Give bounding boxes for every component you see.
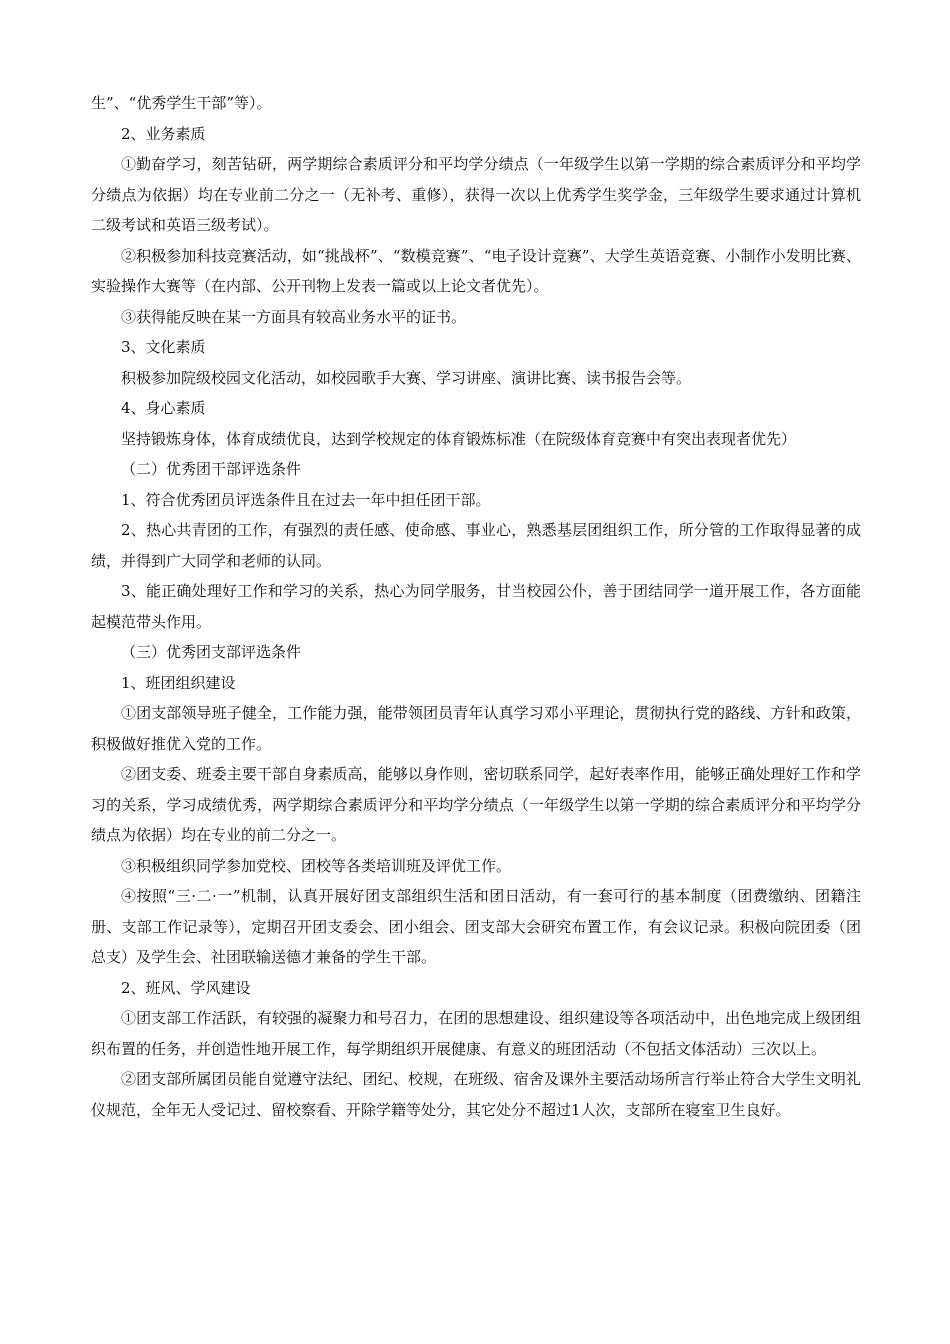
document-body: [91, 88, 861, 1125]
paragraph: ②团支部所属团员能自觉遵守法纪、团纪、校规，在班级、宿舍及课外主要活动场所言行举止符合大学生文明礼仪规范，全年无人受记过、留校察看、开除学籍等处分，其它处分不超过1人次，支部所在寝室卫生良好。: [91, 1070, 861, 1119]
paragraph: 3、能正确处理好工作和学习的关系，热心为同学服务，甘当校园公仆，善于团结同学一道开展工作，各方面能起模范带头作用。: [91, 582, 861, 631]
section-heading-league-cadre: （二）优秀团干部评选条件: [121, 460, 302, 478]
paragraph: 1、符合优秀团员评选条件且在过去一年中担任团干部。: [121, 490, 491, 509]
paragraph: ②团支委、班委主要干部自身素质高，能够以身作则，密切联系同学，起好表率作用，能够正确处理好工作和学习的关系，学习成绩优秀，两学期综合素质评分和平均学分绩点（一年级学生以第一学期的综合素质评分和平均学分绩点为依据）均在专业的前二分之一。: [91, 765, 861, 844]
section-heading-physical-mental-quality: 4、身心素质: [121, 399, 206, 417]
paragraph: 生”、“优秀学生干部”等）。: [91, 94, 272, 112]
paragraph: ②积极参加科技竞赛活动，如“挑战杯”、“数模竞赛”、“电子设计竞赛”、大学生英语竞赛、小制作小发明比赛、实验操作大赛等（在内部、公开刊物上发表一篇或以上论文者优先）。: [91, 246, 861, 295]
subsection-heading-organization: 1、班团组织建设: [121, 673, 236, 692]
paragraph: ③积极组织同学参加党校、团校等各类培训班及评优工作。: [121, 856, 512, 875]
paragraph: 坚持锻炼身体，体育成绩优良，达到学校规定的体育锻炼标准（在院级体育竞赛中有突出表现者优先）: [121, 429, 797, 448]
section-heading-league-branch: （三）优秀团支部评选条件: [121, 643, 302, 661]
section-heading-professional-quality: 2、业务素质: [121, 124, 206, 143]
paragraph: ①团支部工作活跃，有较强的凝聚力和号召力，在团的思想建设、组织建设等各项活动中，出色地完成上级团组织布置的任务，并创造性地开展工作，每学期组织开展健康、有意义的班团活动（不包括文体活动）三次以上。: [91, 1009, 861, 1058]
paragraph: ④按照“三·二·一”机制，认真开展好团支部组织生活和团日活动，有一套可行的基本制度（团费缴纳、团籍注册、支部工作记录等），定期召开团支委会、团小组会、团支部大会研究布置工作，有会议记录。积极向院团委（团总支）及学生会、社团联输送德才兼备的学生干部。: [91, 887, 861, 966]
subsection-heading-class-style: 2、班风、学风建设: [121, 978, 251, 997]
paragraph: 2、热心共青团的工作，有强烈的责任感、使命感、事业心，熟悉基层团组织工作，所分管的工作取得显著的成绩，并得到广大同学和老师的认同。: [91, 521, 861, 570]
paragraph: ③获得能反映在某一方面具有较高业务水平的证书。: [121, 307, 467, 326]
section-heading-cultural-quality: 3、文化素质: [121, 338, 206, 356]
paragraph: ①团支部领导班子健全，工作能力强，能带领团员青年认真学习邓小平理论，贯彻执行党的路线、方针和政策，积极做好推优入党的工作。: [91, 704, 861, 753]
paragraph: 积极参加院级校园文化活动，如校园歌手大赛、学习讲座、演讲比赛、读书报告会等。: [121, 368, 692, 387]
paragraph: ①勤奋学习，刻苦钻研，两学期综合素质评分和平均学分绩点（一年级学生以第一学期的综合素质评分和平均学分绩点为依据）均在专业前二分之一（无补考、重修），获得一次以上优秀学生奖学金，三年级学生要求通过计算机二级考试和英语三级考试）。: [91, 155, 861, 234]
